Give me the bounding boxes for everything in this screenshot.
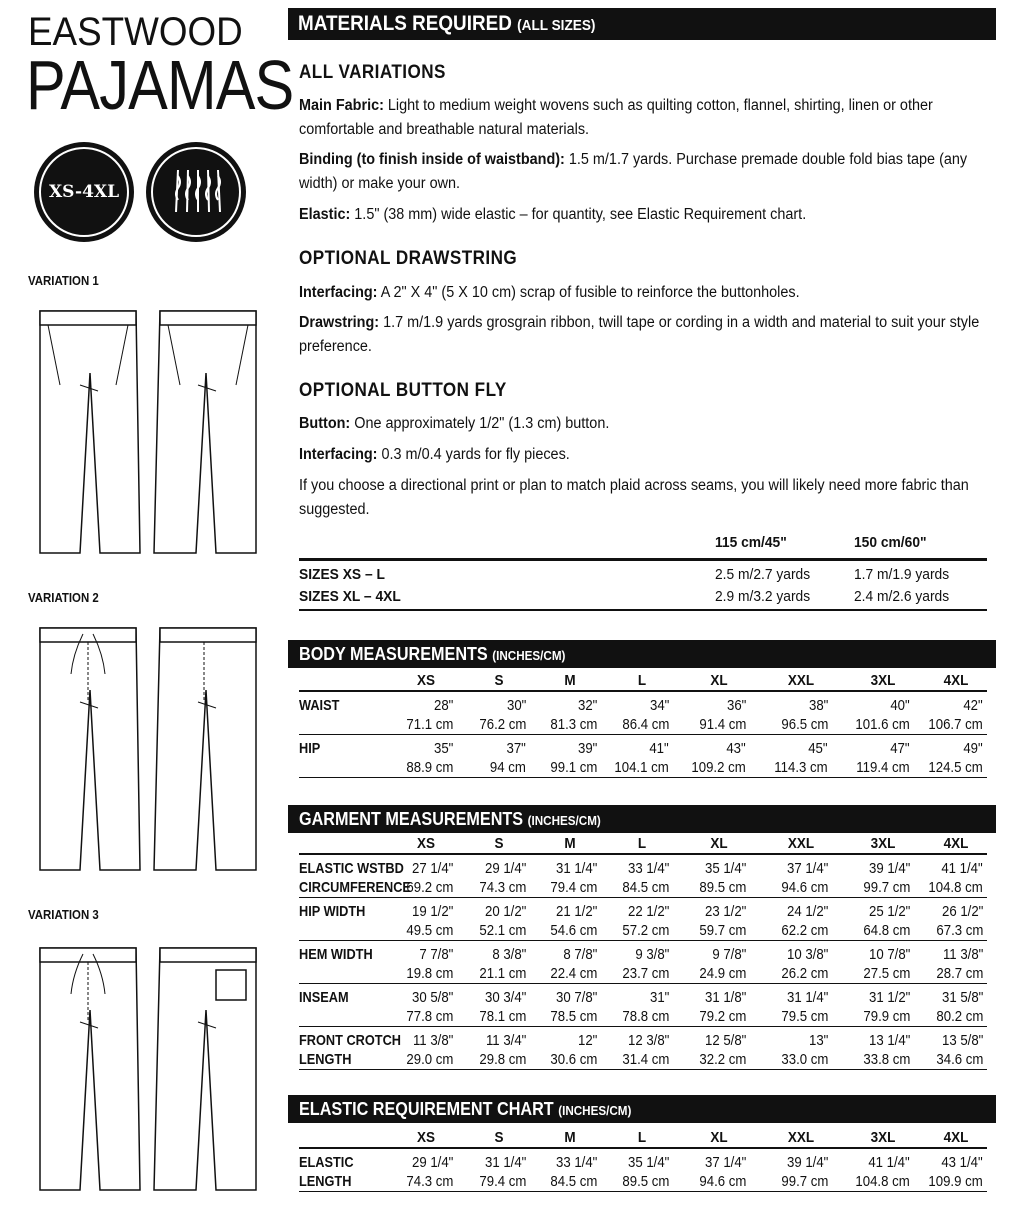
measurement-cell: 30 3/4" 78.1 cm <box>479 989 526 1025</box>
measurement-cell: 31 1/4" 79.4 cm <box>479 1154 526 1190</box>
measurement-cell: 30 7/8" 78.5 cm <box>550 989 597 1025</box>
table-row <box>299 984 987 1027</box>
measurement-cell: 29 1/4" 74.3 cm <box>479 860 526 896</box>
table-row <box>299 1027 987 1070</box>
row-label: FRONT CROTCH LENGTH <box>299 1032 401 1068</box>
garment-measurements-bar: GARMENT MEASUREMENTS (INCHES/CM) <box>288 805 996 833</box>
measurement-cell: 11 3/8" 28.7 cm <box>936 946 983 982</box>
measurement-cell: 37" 94 cm <box>490 740 526 776</box>
table-row <box>299 735 987 778</box>
size-header-xl: XL <box>710 835 728 852</box>
size-header-4xl: 4XL <box>943 1129 969 1146</box>
measurement-cell: 25 1/2" 64.8 cm <box>863 903 910 939</box>
measurement-cell: 22 1/2" 57.2 cm <box>622 903 669 939</box>
measurement-cell: 39 1/4" 99.7 cm <box>781 1154 828 1190</box>
size-header-xl: XL <box>710 672 728 689</box>
measurement-cell: 10 7/8" 27.5 cm <box>863 946 910 982</box>
drawstring-text: Drawstring: 1.7 m/1.9 yards grosgrain ribbon, twill tape or cording in a width and material to suit your style preference. <box>299 314 980 355</box>
left-column <box>0 0 294 1228</box>
measurement-cell: 43 1/4" 109.9 cm <box>928 1154 983 1190</box>
table-row <box>299 941 987 984</box>
fabric-col-115: 115 cm/45" <box>715 534 787 551</box>
measurement-cell: 37 1/4" 94.6 cm <box>781 860 828 896</box>
measurement-cell: 19 1/2" 49.5 cm <box>406 903 453 939</box>
measurement-cell: 36" 91.4 cm <box>699 697 746 733</box>
measurement-cell: 31" 78.8 cm <box>622 989 669 1025</box>
table-row: SIZES XL – 4XL 2.9 m/3.2 yards 2.4 m/2.6 yards <box>299 588 950 605</box>
size-header-s: S <box>494 835 504 852</box>
fly-interfacing-text: Interfacing: 0.3 m/0.4 yards for fly pieces. <box>299 446 570 463</box>
size-header-s: S <box>494 1129 504 1146</box>
size-header-xxl: XXL <box>787 672 815 689</box>
variation-3-label: VARIATION 3 <box>28 907 99 922</box>
measurement-cell: 21 1/2" 54.6 cm <box>550 903 597 939</box>
fabric-yardage-rows <box>299 566 987 610</box>
size-header-m: M <box>564 1129 576 1146</box>
elastic-requirement-bar: ELASTIC REQUIREMENT CHART (INCHES/CM) <box>288 1095 996 1123</box>
size-header-row <box>299 833 987 855</box>
measurement-cell: 31 1/2" 79.9 cm <box>863 989 910 1025</box>
table-row <box>299 855 987 898</box>
measurement-cell: 31 1/4" 79.4 cm <box>550 860 597 896</box>
table-row: SIZES XS – L 2.5 m/2.7 yards 1.7 m/1.9 yards <box>299 566 950 583</box>
size-header-xs: XS <box>416 1129 435 1146</box>
measurement-cell: 33 1/4" 84.5 cm <box>550 1154 597 1190</box>
measurement-cell: 12 3/8" 31.4 cm <box>622 1032 669 1068</box>
measurement-cell: 33 1/4" 84.5 cm <box>622 860 669 896</box>
measurement-cell: 31 1/4" 79.5 cm <box>781 989 828 1025</box>
size-header-row <box>299 1127 987 1149</box>
measurement-cell: 13 1/4" 33.8 cm <box>863 1032 910 1068</box>
measurement-cell: 30" 76.2 cm <box>479 697 526 733</box>
measurement-cell: 31 1/8" 79.2 cm <box>699 989 746 1025</box>
measurement-cell: 41" 104.1 cm <box>614 740 669 776</box>
measurement-cell: 8 7/8" 22.4 cm <box>550 946 597 982</box>
size-range-badge: XS-4XL <box>34 142 134 242</box>
fabric-col-150: 150 cm/60" <box>854 534 927 551</box>
size-header-4xl: 4XL <box>943 835 969 852</box>
table-row <box>299 692 987 735</box>
measurement-cell: 20 1/2" 52.1 cm <box>479 903 526 939</box>
size-header-3xl: 3XL <box>870 672 896 689</box>
needles-icon <box>146 142 246 242</box>
measurement-cell: 35 1/4" 89.5 cm <box>622 1154 669 1190</box>
elastic-text: Elastic: 1.5" (38 mm) wide elastic – for quantity, see Elastic Requirement chart. <box>299 206 807 223</box>
binding-text: Binding (to finish inside of waistband): 1.5 m/1.7 yards. Purchase premade double fold bias tape (any width) or make your own. <box>299 151 968 192</box>
measurement-cell: 7 7/8" 19.8 cm <box>406 946 453 982</box>
size-header-m: M <box>564 835 576 852</box>
measurement-cell: 23 1/2" 59.7 cm <box>699 903 746 939</box>
measurement-cell: 9 3/8" 23.7 cm <box>622 946 669 982</box>
measurement-cell: 43" 109.2 cm <box>691 740 746 776</box>
row-label: ELASTIC WSTBD CIRCUMFERENCE <box>299 860 411 896</box>
measurement-cell: 27 1/4" 69.2 cm <box>406 860 453 896</box>
measurement-cell: 28" 71.1 cm <box>406 697 453 733</box>
directional-print-note: If you choose a directional print or plan to match plaid across seams, you will likely need more fabric than suggested. <box>299 477 969 518</box>
size-header-xs: XS <box>416 672 435 689</box>
drawstring-interfacing-text: Interfacing: A 2" X 4" (5 X 10 cm) scrap of fusible to reinforce the buttonholes. <box>299 284 800 301</box>
garment-measurements-table <box>299 833 987 1070</box>
variation-1-label: VARIATION 1 <box>28 273 99 288</box>
row-label: HIP WIDTH <box>299 903 366 920</box>
size-header-3xl: 3XL <box>870 1129 896 1146</box>
optional-drawstring-heading: OPTIONAL DRAWSTRING <box>299 248 518 269</box>
size-header-xxl: XXL <box>787 835 815 852</box>
pattern-title-line1: EASTWOOD <box>28 10 243 54</box>
measurement-cell: 12" 30.6 cm <box>550 1032 597 1068</box>
measurement-cell: 37 1/4" 94.6 cm <box>699 1154 746 1190</box>
row-label: HIP <box>299 740 321 757</box>
size-header-xl: XL <box>710 1129 728 1146</box>
row-label: INSEAM <box>299 989 349 1006</box>
measurement-cell: 47" 119.4 cm <box>856 740 910 776</box>
size-header-3xl: 3XL <box>870 835 896 852</box>
elastic-requirement-table <box>299 1127 987 1192</box>
variation-1-illustration <box>28 303 268 558</box>
divider <box>299 558 987 561</box>
size-header-xs: XS <box>416 835 435 852</box>
measurement-cell: 13 5/8" 34.6 cm <box>936 1032 983 1068</box>
measurement-cell: 42" 106.7 cm <box>928 697 983 733</box>
fabric-yardage-table <box>299 534 987 556</box>
row-label: WAIST <box>299 697 340 714</box>
all-variations-heading: ALL VARIATIONS <box>299 62 446 83</box>
measurement-cell: 24 1/2" 62.2 cm <box>781 903 828 939</box>
measurement-cell: 40" 101.6 cm <box>855 697 910 733</box>
size-header-l: L <box>637 672 647 689</box>
measurement-cell: 41 1/4" 104.8 cm <box>928 860 983 896</box>
body-measurements-table <box>299 670 987 778</box>
measurement-cell: 8 3/8" 21.1 cm <box>479 946 526 982</box>
measurement-cell: 26 1/2" 67.3 cm <box>936 903 983 939</box>
measurement-cell: 11 3/8" 29.0 cm <box>406 1032 453 1068</box>
pattern-title-line2: PAJAMAS <box>26 46 294 124</box>
size-header-s: S <box>494 672 504 689</box>
measurement-cell: 11 3/4" 29.8 cm <box>479 1032 526 1068</box>
measurement-cell: 34" 86.4 cm <box>622 697 669 733</box>
row-label: ELASTIC LENGTH <box>299 1154 354 1190</box>
size-header-m: M <box>564 672 576 689</box>
size-header-l: L <box>637 1129 647 1146</box>
measurement-cell: 13" 33.0 cm <box>781 1032 828 1068</box>
measurement-cell: 49" 124.5 cm <box>928 740 983 776</box>
button-text: Button: One approximately 1/2" (1.3 cm) button. <box>299 415 610 432</box>
measurement-cell: 9 7/8" 24.9 cm <box>699 946 746 982</box>
row-label: HEM WIDTH <box>299 946 373 963</box>
size-header-4xl: 4XL <box>943 672 969 689</box>
measurement-cell: 39" 99.1 cm <box>550 740 597 776</box>
variation-2-label: VARIATION 2 <box>28 590 99 605</box>
measurement-cell: 39 1/4" 99.7 cm <box>863 860 910 896</box>
measurement-cell: 35" 88.9 cm <box>406 740 453 776</box>
measurement-cell: 45" 114.3 cm <box>774 740 828 776</box>
optional-button-fly-heading: OPTIONAL BUTTON FLY <box>299 380 507 401</box>
measurement-cell: 35 1/4" 89.5 cm <box>699 860 746 896</box>
measurement-cell: 41 1/4" 104.8 cm <box>855 1154 910 1190</box>
body-measurements-bar: BODY MEASUREMENTS (INCHES/CM) <box>288 640 996 668</box>
materials-heading-bar: MATERIALS REQUIRED (ALL SIZES) <box>288 8 996 40</box>
size-header-xxl: XXL <box>787 1129 815 1146</box>
measurement-cell: 38" 96.5 cm <box>781 697 828 733</box>
measurement-cell: 12 5/8" 32.2 cm <box>699 1032 746 1068</box>
variation-2-illustration <box>28 620 268 875</box>
main-fabric-text: Main Fabric: Light to medium weight wovens such as quilting cotton, flannel, shirting, linen or other comfortable and breathable natural materials. <box>299 97 933 138</box>
table-row <box>299 1149 987 1192</box>
size-header-row <box>299 670 987 692</box>
table-row <box>299 898 987 941</box>
measurement-cell: 31 5/8" 80.2 cm <box>936 989 983 1025</box>
measurement-cell: 29 1/4" 74.3 cm <box>406 1154 453 1190</box>
measurement-cell: 10 3/8" 26.2 cm <box>781 946 828 982</box>
measurement-cell: 32" 81.3 cm <box>550 697 597 733</box>
variation-3-illustration <box>28 940 268 1195</box>
divider <box>299 609 987 611</box>
size-header-l: L <box>637 835 647 852</box>
measurement-cell: 30 5/8" 77.8 cm <box>406 989 453 1025</box>
